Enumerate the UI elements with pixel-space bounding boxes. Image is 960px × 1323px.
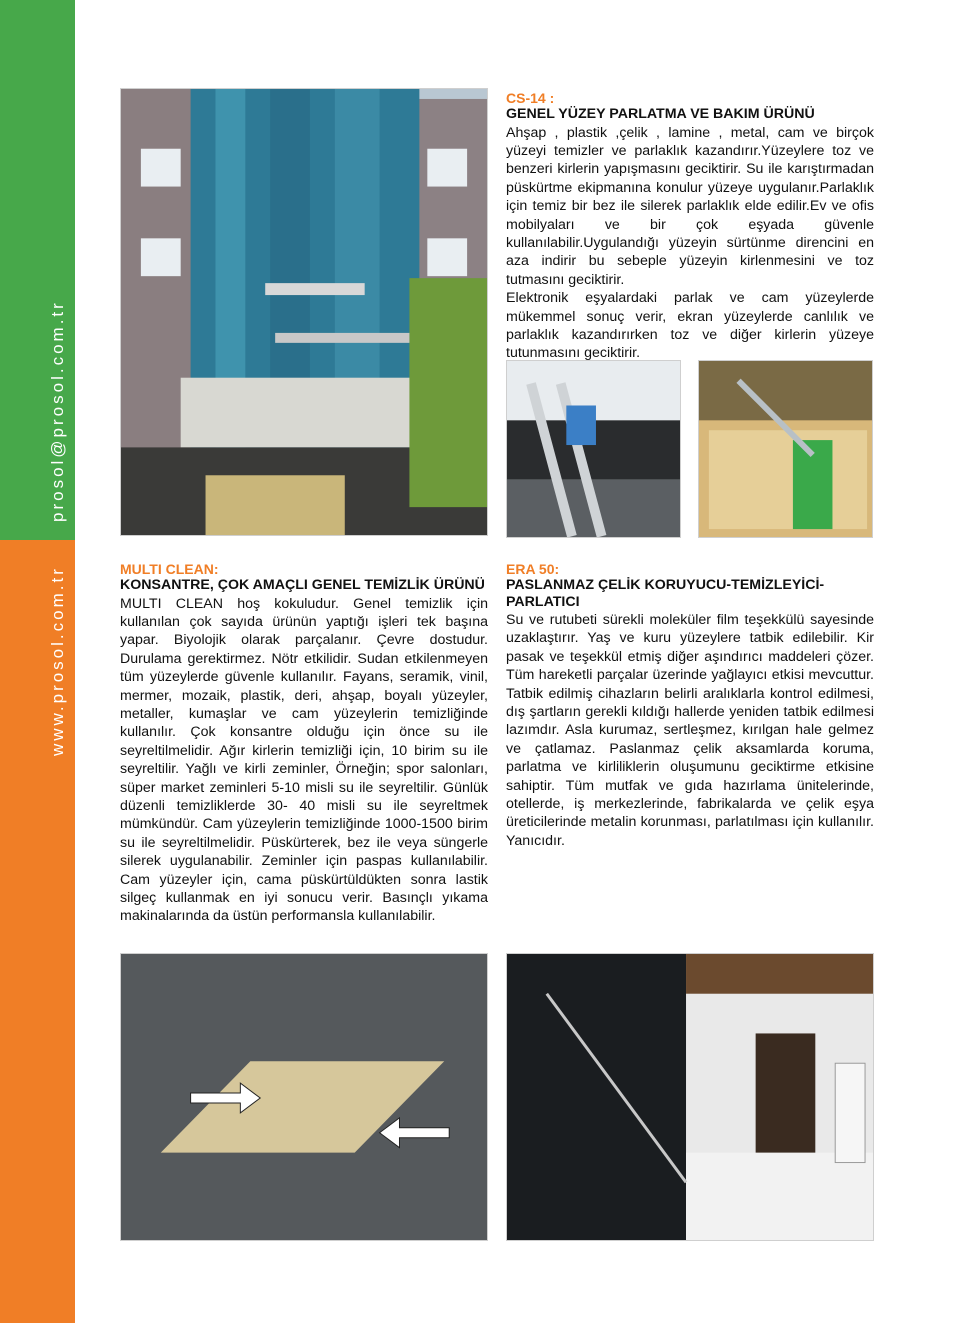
era50-code: ERA 50:	[506, 561, 560, 577]
multiclean-code: MULTI CLEAN:	[120, 561, 219, 577]
sidebar-orange-band	[0, 540, 75, 1323]
photo-ladder-glass-cleaning	[506, 360, 681, 538]
sidebar-website: www.prosol.com.tr	[48, 566, 67, 756]
sidebar-email: prosol@prosol.com.tr	[48, 300, 67, 522]
era50-section	[506, 561, 874, 850]
cs14-paragraph-2: Elektronik eşyalardaki parlak ve cam yüzeylerde mükemmel sonuç verir, ekran yüzeylerde canlılık ve parlaklık kazandırırken toz ve diğer kirlerin yüzeye tutunmasını geciktirir.	[506, 290, 874, 362]
cs14-code: CS-14 :	[506, 90, 555, 106]
multiclean-title: KONSANTRE, ÇOK AMAÇLI GENEL TEMİZLİK ÜRÜNÜ	[120, 577, 485, 593]
era50-paragraph: Su ve rutubeti sürekli moleküler film teşekkülü sayesinde uzaklaştırır. Yaş ve kuru yüzeylere tatbik edilebilir. Kir pasak ve teşekkül etmiş diğer aşındırıcı maddeleri çözer. Tüm hareketli parçalar üzerinde yağlayıcı etkisi mevcuttur. Tatbik edilmiş cihazların belirli aralıklarla kontrol edilmesi, dış şartların gerekli kıldığı hallerde yeniden tatbik edilmesi lazımdır. Asla kurumaz, sertleşmez, kırılgan hale gelmez ve çatlamaz. Paslanmaz çelik aksamlarda koruma, parlatma ve kirliliklerin oluşumunu geciktirme etkisine sahiptir. Tüm mutfak ve gıda hazırlama ünitelerinde, otellerde, iş merkezlerinde, fabrikalarda ve çelik eşya üreticilerinde metalin korunması, parlatılması için kullanılır. Yanıcıdır.	[506, 612, 874, 849]
multiclean-paragraph: MULTI CLEAN hoş kokuludur. Genel temizlik için kullanılan çok sayıda ürünün yaptığı işleri tek başına yapar. Biyolojik olarak parçalanır. Çevre dostudur. Durulama gerektirmez. Nötr etkilidir. Sudan etkilenmeyen tüm yüzeylerde güvenle kullanılır. Fayans, seramik, vinil, mermer, mozaik, plastik, deri, ahşap, boyalı yüzeyler, metaller, kumaşlar ve cam yüzeylerin temizliğinde kullanılır. Çok konsantre olduğu için önce su ile seyreltilmelidir. Ağır kirlerin temizliği için, 10 birim su ile seyreltilir. Yağlı ve kirli zeminler, Örneğin; spor salonları, süper market zeminleri 5-10 misli su ile seyreltilir. Günlük düzenli temizliklerde 30- 40 misli su ile seyreltmek mümkündür. Cam yüzeylerin temizliğinde 1000-1500 birim su ile seyreltilmelidir. Püskürterek, bez ile veya süngerle silerek uygulanabilir. Zeminler için paspas kullanılabilir. Cam yüzeyler için, cama püskürtüldükten sonra lastik silgeç kullanmak en iyi sonucu verir. Basınçlı yıkama makinalarında da üstün performansla kullanılabilir.	[120, 595, 488, 925]
photo-floor-mop	[698, 360, 873, 538]
multiclean-section	[120, 561, 488, 926]
photo-building-window-cleaning	[120, 88, 488, 536]
cs14-title: GENEL YÜZEY PARLATMA VE BAKIM ÜRÜNÜ	[506, 106, 815, 122]
photo-floor-cleaning-result	[120, 953, 488, 1241]
photo-staircase-corridor	[506, 953, 874, 1241]
era50-title: PASLANMAZ ÇELİK KORUYUCU-TEMİZLEYİCİ-PARLATICI	[506, 577, 825, 610]
cs14-section	[506, 90, 874, 363]
cs14-paragraph-1: Ahşap , plastik ,çelik , lamine , metal, cam ve birçok yüzeyi temizler ve parlaklık kazandırır.Yüzeylere toz ve benzeri kirlerin yapışmasını geciktirir. Su ile karıştırmadan püskürtme ekipmanına konulur yüzeye uygulanır.Parlaklık için temiz bir bez ile silerek parlaklık elde edilir.Ev ve ofis mobilyaları ve bir çok eşyada güvenle kullanılabilir.Uygulandığı yüzeyin sürtünme direncini en aza indirir bu sebeple yüzeyin kirlenmesini ve toz tutmasını geciktirir.	[506, 124, 874, 288]
sidebar-green-band	[0, 0, 75, 540]
